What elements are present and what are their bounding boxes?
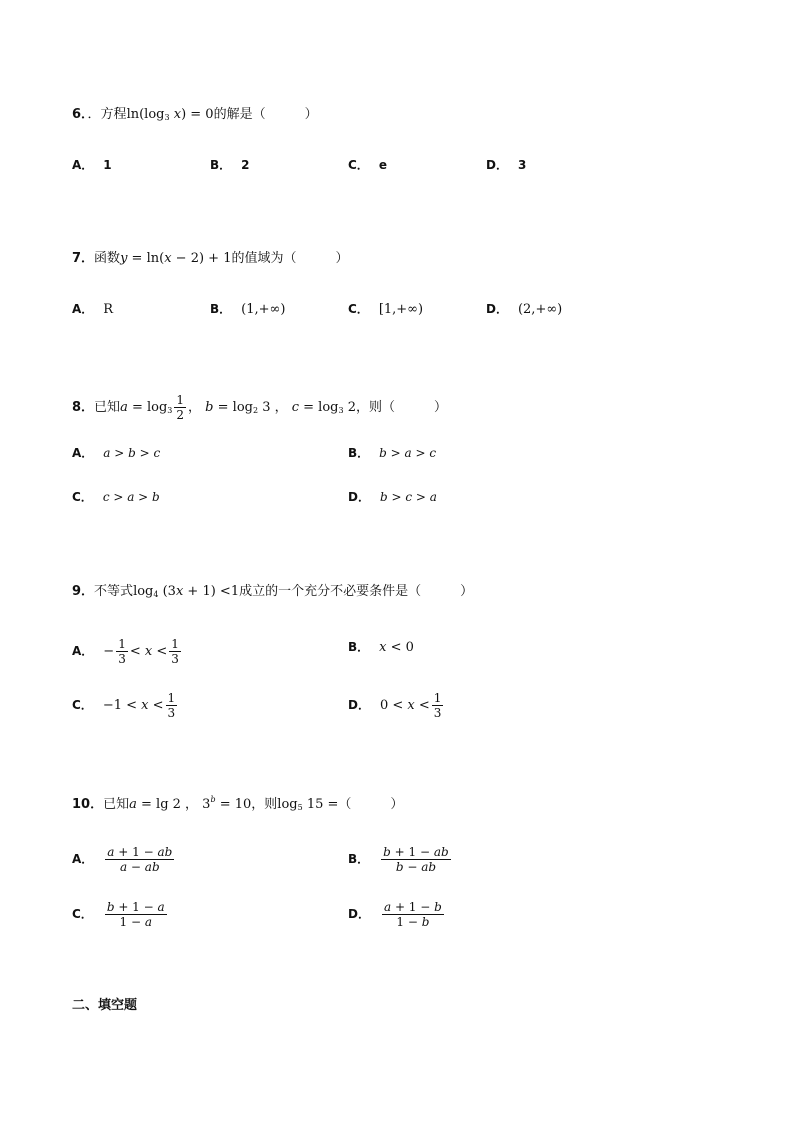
option-b[interactable]: B． b > a > c bbox=[348, 446, 437, 460]
option-b[interactable]: B． (1,+∞) bbox=[210, 302, 286, 317]
option-a[interactable]: A． R bbox=[72, 302, 114, 317]
option-d[interactable]: D． 3 bbox=[486, 158, 527, 172]
option-c[interactable]: C． −1 < x < $\frac{1}{3}$ bbox=[72, 691, 176, 720]
question-10 bbox=[72, 790, 403, 818]
question-number: 7． bbox=[72, 251, 95, 266]
question-stem-prefix: ．方程 bbox=[87, 107, 127, 122]
option-c[interactable]: C． c > a > b bbox=[72, 490, 160, 504]
question-stem-prefix: 已知 bbox=[103, 797, 130, 812]
equation-2: $\log_5 15$ = bbox=[277, 797, 339, 812]
section-title: 二、填空题 bbox=[72, 998, 138, 1013]
option-c[interactable]: C． e bbox=[348, 158, 387, 172]
option-a[interactable]: A． $\frac{a + 1 - ab}{a - ab}$ bbox=[72, 845, 173, 874]
option-a[interactable]: A． 1 bbox=[72, 158, 112, 172]
option-b[interactable]: B． x < 0 bbox=[348, 640, 414, 655]
option-a[interactable]: A． − $\frac{1}{3}$ < x < $\frac{1}{3}$ bbox=[72, 637, 179, 666]
option-c[interactable]: C． [1,+∞) bbox=[348, 302, 424, 317]
equation: $a = \log_3$ $\frac{1}{2}$ ， $b = \log_2 3$ ， $c = \log_3 2$ bbox=[120, 393, 356, 422]
question-stem-prefix: 已知 bbox=[94, 400, 121, 415]
equation: $\log_4 (3x + 1) <1$ bbox=[133, 584, 240, 599]
question-9 bbox=[72, 582, 473, 605]
question-stem-suffix: ，则（ ） bbox=[355, 400, 447, 415]
option-d[interactable]: D． 0 < x < $\frac{1}{3}$ bbox=[348, 691, 442, 720]
option-b[interactable]: B． 2 bbox=[210, 158, 250, 172]
option-d[interactable]: D． $\frac{a + 1 - b}{1 - b}$ bbox=[348, 900, 442, 929]
option-c[interactable]: C． $\frac{b + 1 - a}{1 - a}$ bbox=[72, 900, 165, 929]
question-number: 8． bbox=[72, 400, 95, 415]
option-d[interactable]: D． (2,+∞) bbox=[486, 302, 563, 317]
option-b[interactable]: B． $\frac{b + 1 - ab}{b - ab}$ bbox=[348, 845, 449, 874]
question-number: 10． bbox=[72, 797, 104, 812]
option-a[interactable]: A． a > b > c bbox=[72, 446, 161, 460]
question-stem-end: （ ） bbox=[338, 797, 404, 812]
equation: $\ln(\log_3$ x) = 0 bbox=[126, 107, 214, 122]
question-number: 6． bbox=[72, 107, 88, 122]
question-8 bbox=[72, 393, 447, 422]
question-stem-suffix: 的解是（ ） bbox=[213, 107, 318, 122]
question-stem-suffix: 成立的一个充分不必要条件是（ ） bbox=[239, 584, 474, 599]
question-stem-suffix: ，则 bbox=[251, 797, 278, 812]
equation: y = ln(x − 2) + 1 bbox=[120, 251, 232, 266]
question-stem-prefix: 函数 bbox=[94, 251, 121, 266]
question-stem-prefix: 不等式 bbox=[94, 584, 134, 599]
question-number: 9． bbox=[72, 584, 95, 599]
question-stem-suffix: 的值域为（ ） bbox=[231, 251, 349, 266]
question-6 bbox=[72, 105, 318, 128]
option-d[interactable]: D． b > c > a bbox=[348, 490, 437, 504]
question-7 bbox=[72, 249, 348, 269]
equation: a = lg 2 ， $3^b = 10$ bbox=[129, 795, 252, 812]
